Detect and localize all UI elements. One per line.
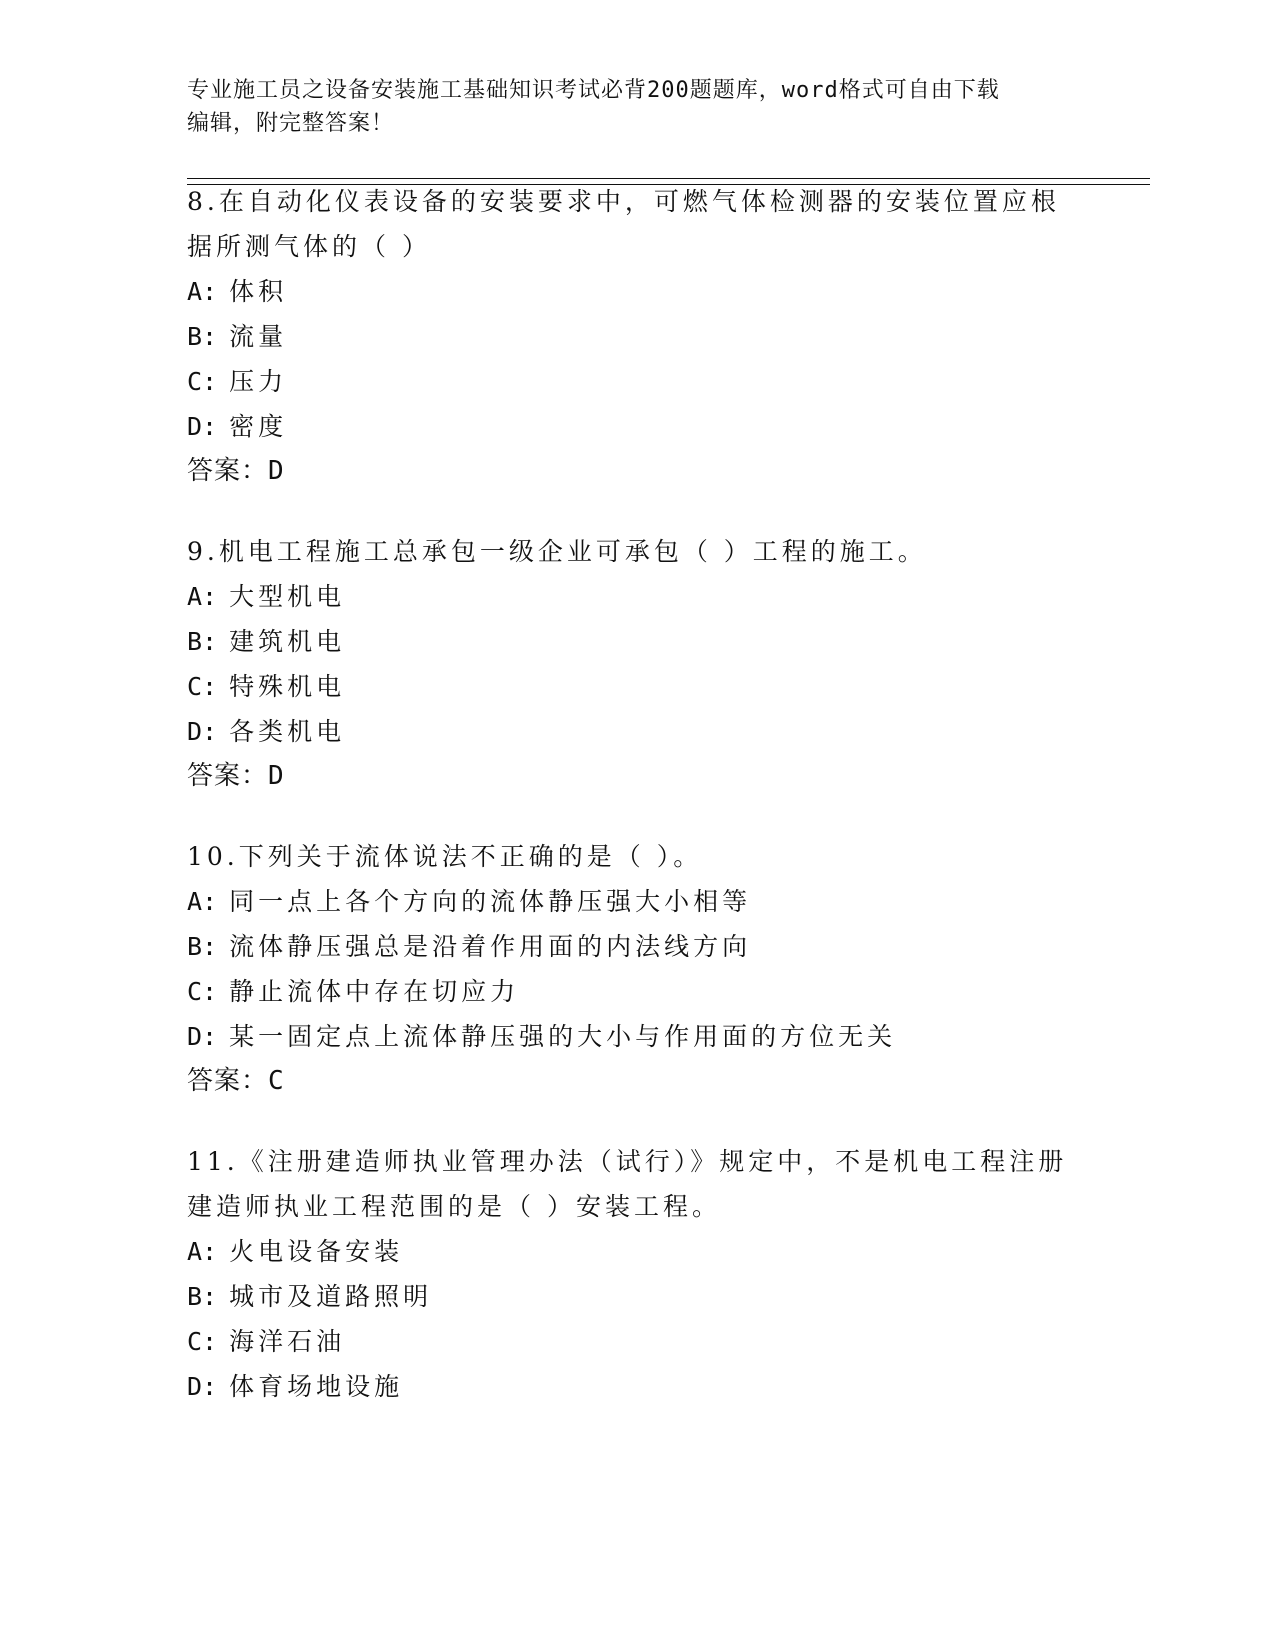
option-c <box>187 969 1087 1014</box>
question-stem-line: 10.下列关于流体说法不正确的是（ ）。 <box>187 842 703 871</box>
option-text: 压力 <box>229 367 288 396</box>
option-text: 某一固定点上流体静压强的大小与作用面的方位无关 <box>229 1022 897 1051</box>
option-text: 体育场地设施 <box>229 1372 404 1401</box>
option-letter: A: <box>187 582 218 611</box>
option-letter: A: <box>187 277 218 306</box>
option-letter: D: <box>187 412 218 441</box>
question-stem-line: 建造师执业工程范围的是（ ）安装工程。 <box>187 1192 721 1221</box>
option-letter: A: <box>187 887 218 916</box>
option-letter: A: <box>187 1237 218 1266</box>
option-text: 建筑机电 <box>229 627 346 656</box>
option-letter: B: <box>187 1282 218 1311</box>
answer-value: D <box>268 761 285 791</box>
answer-label: 答案： <box>187 456 269 486</box>
answer-line <box>187 1059 1087 1104</box>
option-text: 大型机电 <box>229 582 346 611</box>
option-a <box>187 269 1087 314</box>
option-b <box>187 1274 1087 1319</box>
option-letter: B: <box>187 932 218 961</box>
question-stem-line: 9.机电工程施工总承包一级企业可承包（ ）工程的施工。 <box>187 537 927 566</box>
answer-label: 答案： <box>187 1066 269 1096</box>
document-header <box>187 74 1067 140</box>
question-stem-line: 据所测气体的（ ） <box>187 232 431 261</box>
option-letter: C: <box>187 1327 218 1356</box>
option-b <box>187 619 1087 664</box>
option-text: 各类机电 <box>229 717 346 746</box>
option-d <box>187 1014 1087 1059</box>
option-letter: C: <box>187 977 218 1006</box>
option-letter: B: <box>187 627 218 656</box>
option-text: 密度 <box>229 412 288 441</box>
option-c <box>187 664 1087 709</box>
option-c <box>187 359 1087 404</box>
option-text: 静止流体中存在切应力 <box>229 977 520 1006</box>
option-a <box>187 574 1087 619</box>
answer-value: D <box>268 456 285 486</box>
option-b <box>187 924 1087 969</box>
option-d <box>187 404 1087 449</box>
option-text: 流量 <box>229 322 288 351</box>
answer-line <box>187 449 1087 494</box>
option-letter: C: <box>187 367 218 396</box>
option-a <box>187 879 1087 924</box>
question-10 <box>187 834 1087 1104</box>
option-text: 特殊机电 <box>229 672 346 701</box>
option-a <box>187 1229 1087 1274</box>
option-letter: B: <box>187 322 218 351</box>
option-letter: C: <box>187 672 218 701</box>
option-text: 流体静压强总是沿着作用面的内法线方向 <box>229 932 752 961</box>
option-text: 海洋石油 <box>229 1327 346 1356</box>
answer-value: C <box>268 1066 285 1096</box>
option-d <box>187 709 1087 754</box>
option-letter: D: <box>187 1372 218 1401</box>
option-c <box>187 1319 1087 1364</box>
answer-label: 答案： <box>187 761 269 791</box>
option-text: 火电设备安装 <box>229 1237 404 1266</box>
header-line-2: 编辑，附完整答案！ <box>187 111 395 136</box>
question-8 <box>187 179 1087 494</box>
option-letter: D: <box>187 717 218 746</box>
option-letter: D: <box>187 1022 218 1051</box>
header-line-1: 专业施工员之设备安装施工基础知识考试必背200题题库，word格式可自由下载 <box>187 78 1000 103</box>
question-11 <box>187 1139 1087 1409</box>
option-text: 同一点上各个方向的流体静压强大小相等 <box>229 887 752 916</box>
question-stem-line: 8.在自动化仪表设备的安装要求中，可燃气体检测器的安装位置应根 <box>187 187 1060 216</box>
option-text: 城市及道路照明 <box>229 1282 433 1311</box>
option-text: 体积 <box>229 277 288 306</box>
option-d <box>187 1364 1087 1409</box>
answer-line <box>187 754 1087 799</box>
question-stem-line: 11.《注册建造师执业管理办法（试行）》规定中，不是机电工程注册 <box>187 1147 1068 1176</box>
question-9 <box>187 529 1087 799</box>
option-b <box>187 314 1087 359</box>
